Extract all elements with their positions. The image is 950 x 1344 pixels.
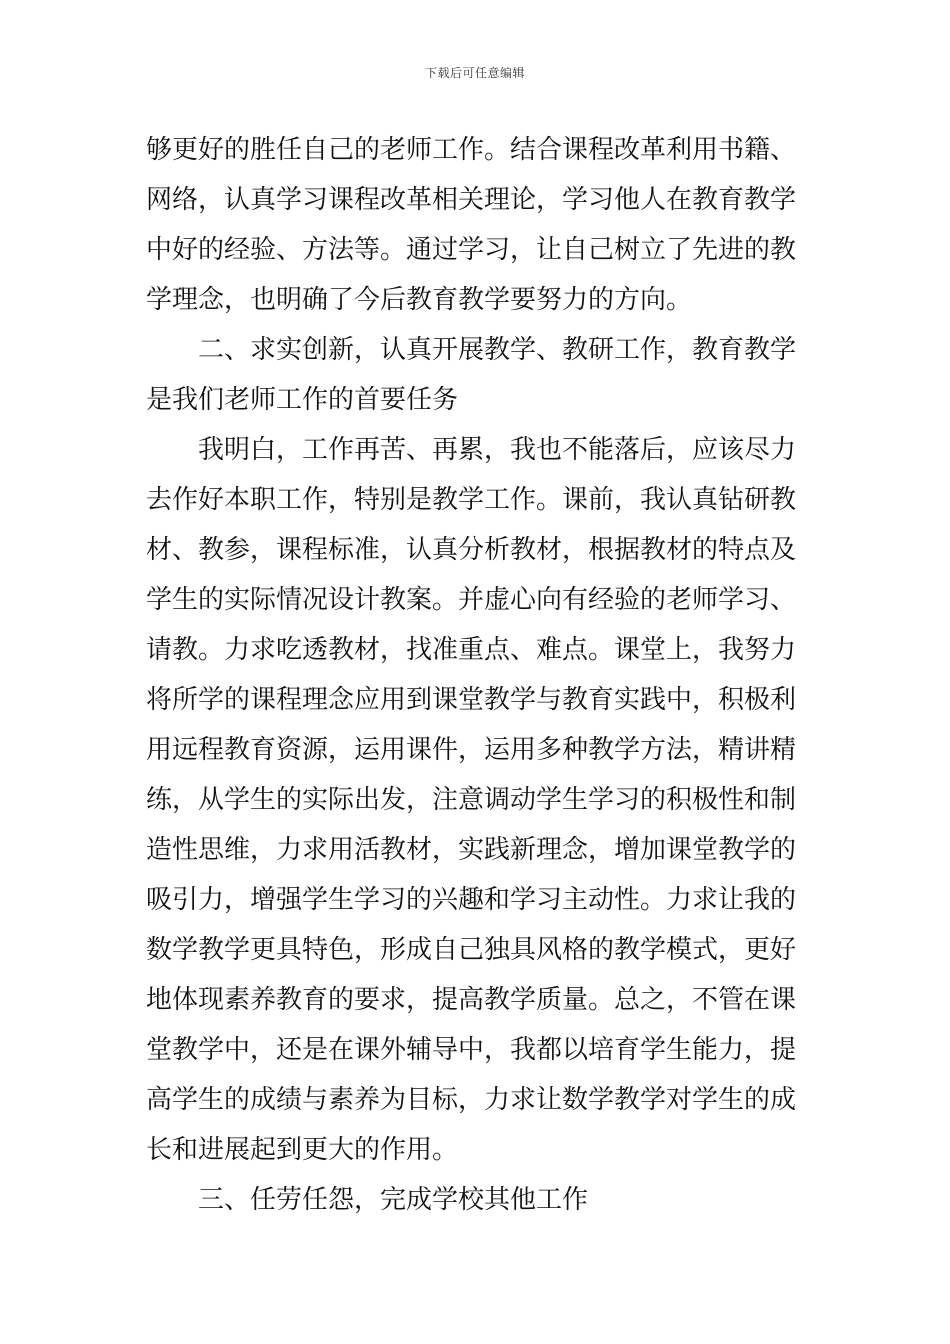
page-header: 下载后可任意编辑 xyxy=(424,66,525,80)
text-line: 堂教学中，还是在课外辅导中，我都以培育学生能力，提 xyxy=(146,1035,797,1065)
text-line: 数学教学更具特色，形成自己独具风格的教学模式，更好 xyxy=(146,935,797,965)
section-heading-3: 三、任劳任怨，完成学校其他工作 xyxy=(198,1185,589,1215)
text-line: 网络，认真学习课程改革相关理论，学习他人在教育教学 xyxy=(146,185,797,215)
text-line: 吸引力，增强学生学习的兴趣和学习主动性。力求让我的 xyxy=(146,885,797,915)
text-line: 中好的经验、方法等。通过学习，让自己树立了先进的教 xyxy=(146,235,797,265)
text-line: 材、教参，课程标准，认真分析教材，根据教材的特点及 xyxy=(146,535,797,565)
text-line: 学生的实际情况设计教案。并虚心向有经验的老师学习、 xyxy=(146,585,797,615)
section-heading-2: 二、求实创新，认真开展教学、教研工作，教育教学 xyxy=(198,335,797,365)
text-line: 长和进展起到更大的作用。 xyxy=(146,1135,459,1165)
text-line: 我明白，工作再苦、再累，我也不能落后，应该尽力 xyxy=(198,435,797,465)
text-line: 高学生的成绩与素养为目标，力求让数学教学对学生的成 xyxy=(146,1085,797,1115)
text-line: 地体现素养教育的要求，提高教学质量。总之，不管在课 xyxy=(146,985,797,1015)
text-line: 够更好的胜任自己的老师工作。结合课程改革利用书籍、 xyxy=(146,135,797,165)
document-body xyxy=(146,125,806,1225)
text-line: 去作好本职工作，特别是教学工作。课前，我认真钻研教 xyxy=(146,485,797,515)
text-line: 将所学的课程理念应用到课堂教学与教育实践中，积极利 xyxy=(146,685,797,715)
text-line: 学理念，也明确了今后教育教学要努力的方向。 xyxy=(146,285,693,315)
text-line: 造性思维，力求用活教材，实践新理念，增加课堂教学的 xyxy=(146,835,797,865)
text-line: 请教。力求吃透教材，找准重点、难点。课堂上，我努力 xyxy=(146,635,797,665)
section-heading-2-cont: 是我们老师工作的首要任务 xyxy=(146,385,459,415)
text-line: 练，从学生的实际出发，注意调动学生学习的积极性和制 xyxy=(146,785,797,815)
text-line: 用远程教育资源，运用课件，运用多种教学方法，精讲精 xyxy=(146,735,797,765)
